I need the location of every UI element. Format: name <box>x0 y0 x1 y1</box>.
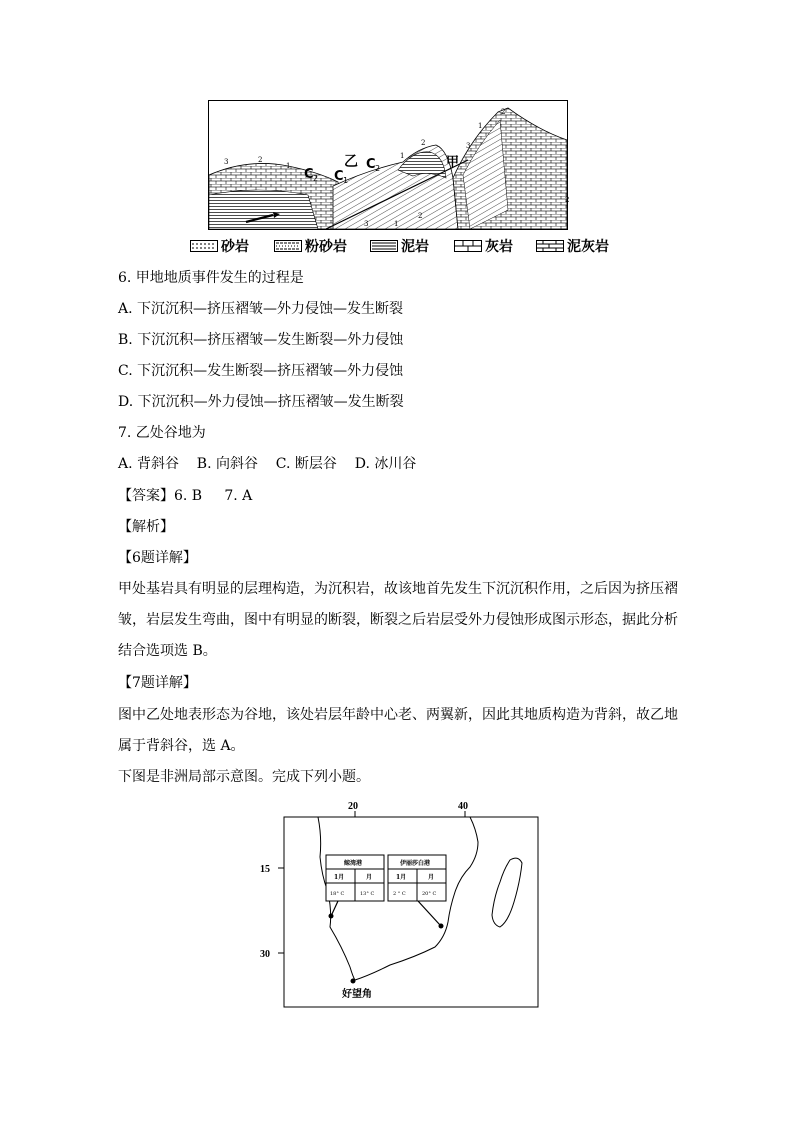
q6-option-d: D. 下沉沉积—外力侵蚀—挤压褶皱—发生断裂 <box>118 394 404 410</box>
layer-num-2b: 2 <box>421 139 426 147</box>
legend-label: 砂岩 <box>221 239 249 255</box>
label-c2-right: C <box>366 157 376 172</box>
q7-detail-header: 【7题详解】 <box>118 675 197 691</box>
legend-label: 泥岩 <box>401 239 429 255</box>
layer-num-3c: 3 <box>364 220 369 228</box>
rock-legend <box>190 236 630 256</box>
lat-label-30: 30 <box>260 949 270 960</box>
station-val2: 20° C <box>422 891 437 897</box>
layer-num-1b: 1 <box>400 152 405 160</box>
lon-label-20: 20 <box>348 801 358 812</box>
station-name: 鲸湾港 <box>344 860 363 867</box>
q6-stem: 6. 甲地地质事件发生的过程是 <box>118 270 304 286</box>
layer-num-3: 3 <box>224 158 229 166</box>
geology-cross-section <box>208 100 568 230</box>
marl-swatch-icon <box>536 240 564 252</box>
station-col2: 月 <box>428 874 435 881</box>
station-val1: 2 ° C <box>393 891 406 897</box>
legend-label: 泥灰岩 <box>567 239 609 255</box>
q6-detail-header: 【6题详解】 <box>118 550 197 566</box>
answer-line: 【答案】6. B 7. A <box>118 488 253 504</box>
label-yi: 乙 <box>344 154 358 170</box>
port-elizabeth-marker <box>439 924 444 929</box>
label-c2-left-sub: 2 <box>313 174 319 183</box>
layer-num-2: 2 <box>258 156 263 164</box>
walvis-bay-marker <box>329 914 334 919</box>
layer-num-2d: 2 <box>565 196 570 204</box>
cape-marker <box>351 979 356 984</box>
q6-detail-text <box>118 574 678 667</box>
legend-item-sandstone <box>190 236 249 256</box>
q7-stem: 7. 乙处谷地为 <box>118 425 206 441</box>
siltstone-swatch-icon <box>274 240 302 252</box>
station-val2: 13° C <box>360 891 375 897</box>
legend-item-siltstone <box>274 236 347 256</box>
lat-label-15: 15 <box>260 864 270 875</box>
intro-text: 下图是非洲局部示意图。完成下列小题。 <box>118 769 370 785</box>
analysis-header: 【解析】 <box>118 519 174 535</box>
legend-label: 灰岩 <box>485 239 513 255</box>
q6-option-a: A. 下沉沉积—挤压褶皱—外力侵蚀—发生断裂 <box>118 301 404 317</box>
layer-num-1: 1 <box>286 162 291 170</box>
station-col2: 月 <box>366 874 373 881</box>
q6-option-c: C. 下沉沉积—发生断裂—挤压褶皱—外力侵蚀 <box>118 363 404 379</box>
q6-option-b: B. 下沉沉积—挤压褶皱—发生断裂—外力侵蚀 <box>118 332 404 348</box>
layer-num-2e: 2 <box>418 212 423 220</box>
label-jia: 甲 <box>446 155 460 170</box>
label-c1-sub: 1 <box>343 176 349 185</box>
lon-label-40: 40 <box>458 801 468 812</box>
station-name: 伊丽莎白港 <box>400 860 431 867</box>
layer-num-1c: 1 <box>478 122 483 130</box>
legend-item-mudstone <box>370 236 429 256</box>
station-col1: 1月 <box>334 874 345 881</box>
q7-detail-line: 属于背斜谷，选 A。 <box>118 738 245 754</box>
q7-options: A. 背斜谷 B. 向斜谷 C. 断层谷 D. 冰川谷 <box>118 456 417 472</box>
mudstone-swatch-icon <box>370 240 398 252</box>
q6-detail-line: 结合选项选 B。 <box>118 643 217 659</box>
limestone-swatch-icon <box>454 240 482 252</box>
label-c1: C <box>334 169 344 184</box>
station-table-walvis-bay <box>326 855 384 901</box>
cape-label: 好望角 <box>342 989 372 1000</box>
q6-detail-line: 甲处基岩具有明显的层理构造，为沉积岩，故该地首先发生下沉沉积作用，之后因为挤压褶 <box>118 581 678 597</box>
q6-detail-line: 皱，岩层发生弯曲，图中有明显的断裂，断裂之后岩层受外力侵蚀形成图示形态，据此分析 <box>118 612 678 628</box>
station-col1: 1月 <box>396 874 407 881</box>
legend-item-limestone <box>454 236 513 256</box>
station-table-port-elizabeth <box>388 855 446 901</box>
q7-detail-text <box>118 700 678 762</box>
legend-item-marl <box>536 236 609 256</box>
sandstone-swatch-icon <box>190 240 218 252</box>
legend-label: 粉砂岩 <box>305 239 347 255</box>
label-c2-left: C <box>304 167 314 182</box>
africa-map <box>250 797 550 1012</box>
label-c2-right-sub: 2 <box>375 164 381 173</box>
layer-num-2c: 2 <box>501 108 506 116</box>
q7-detail-line: 图中乙处地表形态为谷地，该处岩层年龄中心老、两翼新，因此其地质构造为背斜，故乙地 <box>118 707 678 723</box>
layer-num-1d: 1 <box>394 220 399 228</box>
layer-num-3b: 3 <box>466 142 471 150</box>
station-val1: 18° C <box>330 891 345 897</box>
